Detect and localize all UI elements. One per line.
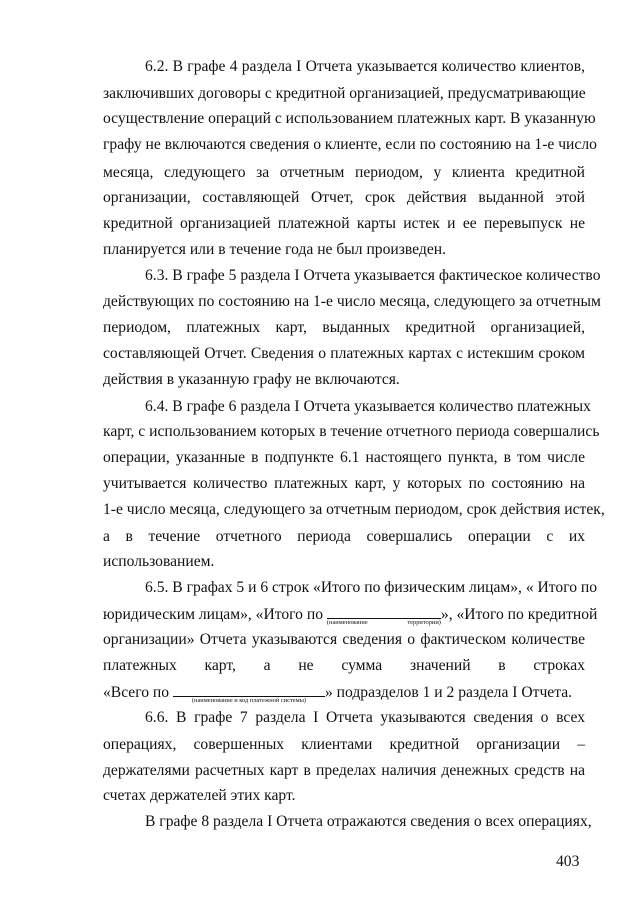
text-line: 6.3. В графе 5 раздела I Отчета указывается фактическое количество (145, 267, 601, 284)
text-line: использованием. (103, 553, 215, 570)
text-line: платежных карт, а не сумма значений в строках (103, 657, 585, 674)
text-line: действующих по состоянию на 1-е число месяца, следующего за отчетным (103, 293, 601, 310)
text-line-with-blank (103, 604, 598, 626)
text-fragment: «Всего по (103, 684, 173, 701)
text-line: карт, с использованием которых в течение отчетного периода совершались (103, 423, 600, 440)
text-line: а в течение отчетного периода совершались операции с их (103, 528, 585, 545)
text-line: 6.2. В графе 4 раздела I Отчета указывается количество клиентов, (145, 58, 585, 75)
text-line: организации» Отчета указываются сведения о фактическом количестве (103, 631, 585, 648)
text-line: составляющей Отчет. Сведения о платежных картах с истекшим сроком (103, 345, 585, 362)
text-line: организации, составляющей Отчет, срок действия выданной этой (103, 189, 585, 206)
fill-in-blank (173, 682, 325, 704)
blank-caption: (наименование территории) (326, 619, 441, 626)
text-line: кредитной организацией платежной карты истек и ее перевыпуск не (103, 215, 585, 232)
text-line: периодом, платежных карт, выданных кредитной организацией, (103, 319, 585, 336)
text-line: графу не включаются сведения о клиенте, если по состоянию на 1-е число (103, 136, 597, 153)
text-line: заключивших договоры с кредитной организацией, предусматривающие (103, 85, 586, 102)
text-line: 6.6. В графе 7 раздела I Отчета указываются сведения о всех (145, 709, 585, 726)
text-line: операциях, совершенных клиентами кредитной организации – (103, 736, 585, 753)
text-line: счетах держателей этих карт. (103, 787, 296, 804)
text-line: осуществление операций с использованием платежных карт. В указанную (103, 110, 596, 127)
text-fragment: » подразделов 1 и 2 раздела I Отчета. (324, 684, 573, 701)
text-line: учитывается количество платежных карт, у которых по состоянию на (103, 475, 585, 492)
page-number: 403 (556, 853, 580, 870)
text-fragment: юридическим лицам», «Итого по (103, 606, 327, 623)
text-line: планируется или в течение года не был произведен. (103, 241, 446, 258)
fill-in-blank (326, 604, 441, 626)
text-fragment: », «Итого по кредитной (440, 606, 598, 623)
text-line: месяца, следующего за отчетным периодом, у клиента кредитной (103, 164, 585, 181)
text-line: 1-е число месяца, следующего за отчетным периодом, срок действия истек, (103, 501, 605, 518)
blank-caption: (наименование и код платежной системы) (191, 697, 307, 704)
text-line: В графе 8 раздела I Отчета отражаются сведения о всех операциях, (145, 813, 592, 830)
text-line: держателями расчетных карт в пределах наличия денежных средств на (103, 762, 585, 779)
text-line-with-blank (103, 682, 585, 703)
text-line: 6.4. В графе 6 раздела I Отчета указывается количество платежных (145, 398, 591, 415)
text-line: 6.5. В графах 5 и 6 строк «Итого по физическим лицам», « Итого по (145, 579, 598, 596)
text-line: действия в указанную графу не включаются. (103, 371, 400, 388)
text-line: операции, указанные в подпункте 6.1 настоящего пункта, в том числе (103, 449, 585, 466)
